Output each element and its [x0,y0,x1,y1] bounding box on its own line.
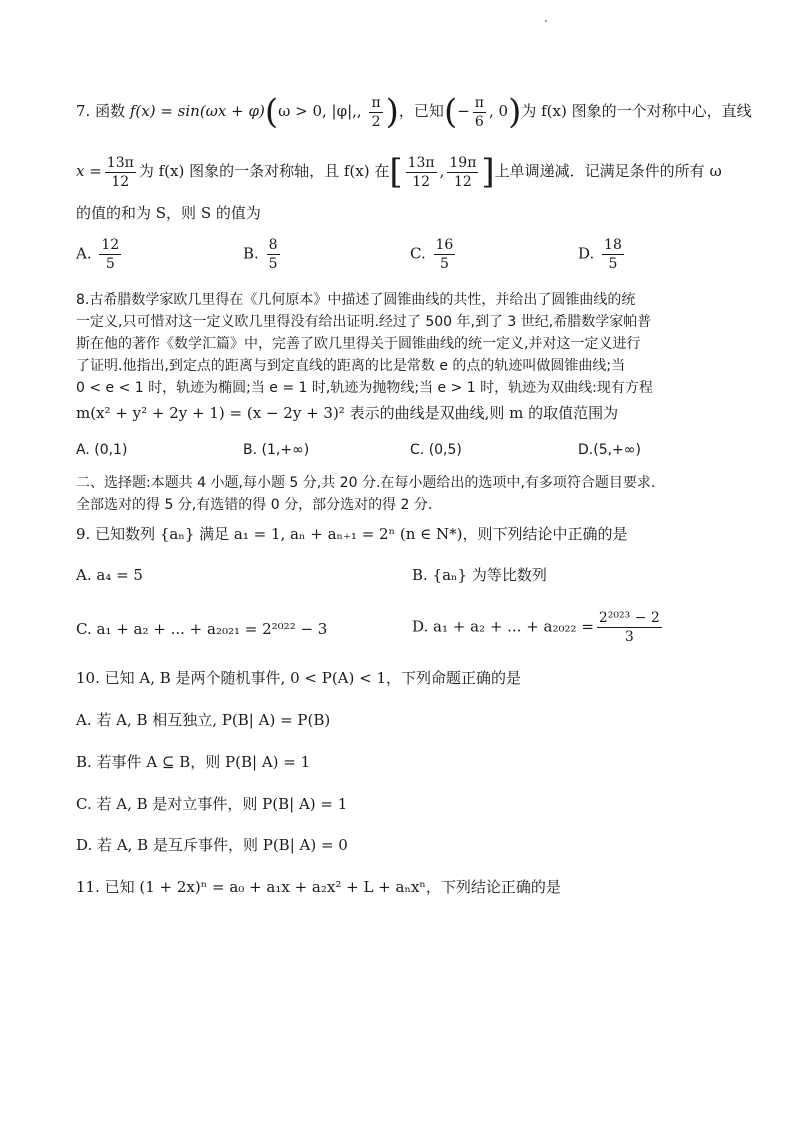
q8-line-6: m(x² + y² + 2y + 1) = (x − 2y + 3)² 表示的曲线是双曲线,则 m 的取值范围为 [76,404,619,422]
q7-option-a: A. $\frac{12}{5}$ [76,237,120,272]
q9-option-d: D. a₁ + a₂ + ... + a₂₀₂₂ = $\frac{\text{2²⁰²³ − 2}}{3}$ [412,610,660,645]
q10-option-b: B. 若事件 A ⊆ B，则 P(B| A) = 1 [76,753,311,771]
section-2-header-line-1: 二、选择题:本题共 4 小题,每小题 5 分,共 20 分.在每小题给出的选项中,有多项符合题目要求. [76,475,656,491]
q8-option-b: B. (1,+∞) [243,442,310,458]
q8-line-5: 0 < e < 1 时，轨迹为椭圆;当 e = 1 时,轨迹为抛物线;当 e > 1 时，轨迹为双曲线:现有方程 [76,380,653,396]
q9-stem: 9. 已知数列 {aₙ} 满足 a₁ = 1, aₙ + aₙ₊₁ = 2ⁿ (n ∈ N*)，则下列结论中正确的是 [76,525,628,543]
q7-number: 7. 函数 [76,102,130,120]
q7-text-3: 上单调递减．记满足条件的所有 ω [494,162,722,180]
q7-text-1: 为 f(x) 图象的一个对称中心，直线 [521,102,752,120]
q11-stem: 11. 已知 (1 + 2x)ⁿ = a₀ + a₁x + a₂x² + L + aₙxⁿ，下列结论正确的是 [76,878,561,896]
q8-option-d: D.(5,+∞) [578,442,641,458]
q7-neg-pi-over-6: $\frac{\pi}{6}$ [474,94,484,130]
q8-line-4: 了证明.他指出,到定点的距离与到定直线的距离的比是常数 e 的点的轨迹叫做圆锥曲线;当 [76,358,626,374]
q8-line-2: 一定义,只可惜对这一定义欧几里得没有给出证明.经过了 500 年,到了 3 世纪,希腊数学家帕普 [76,314,652,330]
q7-option-d: D. $\frac{18}{5}$ [578,237,622,272]
q8-line-3: 斯在他的著作《数学汇篇》中，完善了欧几里得关于圆锥曲线的统一定义,并对这一定义进行 [76,336,641,352]
q7-line-3: 的值的和为 S，则 S 的值为 [76,204,261,222]
q7-pi-over-2: $\frac{\pi}{2}$ [371,94,381,130]
q9-option-a: A. a₄ = 5 [76,566,143,584]
q7-19pi-over-12: $\frac{19\pi}{12}$ [449,154,477,190]
q7-option-b: B. $\frac{8}{5}$ [243,237,278,272]
q7-13pi-over-12: $\frac{13\pi}{12}$ [106,154,134,190]
q8-option-c: C. (0,5) [410,442,462,458]
q7-condition: ω > 0, |φ|,, [278,102,367,120]
q8-line-1: 8.古希腊数学家欧几里得在《几何原本》中描述了圆锥曲线的共性，并给出了圆锥曲线的统 [76,292,636,308]
q9-option-b: B. {aₙ} 为等比数列 [412,566,547,584]
q10-option-c: C. 若 A, B 是对立事件，则 P(B| A) = 1 [76,795,348,813]
q7-line-2: x = $\frac{13\pi}{12}$ 为 f(x) 图象的一条对称轴，且 f(x) 在[ $\frac{13\pi}{12}$ , $\frac{19\pi}{12}$ ]上单调递减．记满足条件的所有 ω [76,152,722,192]
q9-option-c: C. a₁ + a₂ + ... + a₂₀₂₁ = 2²⁰²² − 3 [76,620,328,638]
q7-function: f(x) = sin(ωx + φ) [129,102,265,120]
q8-option-a: A. (0,1) [76,442,128,458]
q7-option-c: C. $\frac{16}{5}$ [410,237,454,272]
q10-option-d: D. 若 A, B 是互斥事件，则 P(B| A) = 0 [76,836,348,854]
q10-stem: 10. 已知 A, B 是两个随机事件, 0 < P(A) < 1，下列命题正确的是 [76,669,522,687]
q7-line-1: 7. 函数 f(x) = sin(ωx + φ)(ω > 0, |φ|,, $\frac{\pi}{2}$ )，已知(− $\frac{\pi}{6}$ , 0)为 f(x) 图象的一个对称中心，直线 [76,92,752,132]
q7-text-2: 为 f(x) 图象的一条对称轴，且 f(x) 在 [138,162,390,180]
scan-speck [545,20,547,22]
q10-option-a: A. 若 A, B 相互独立, P(B| A) = P(B) [76,711,331,729]
section-2-header-line-2: 全部选对的得 5 分,有选错的得 0 分，部分选对的得 2 分. [76,497,433,513]
